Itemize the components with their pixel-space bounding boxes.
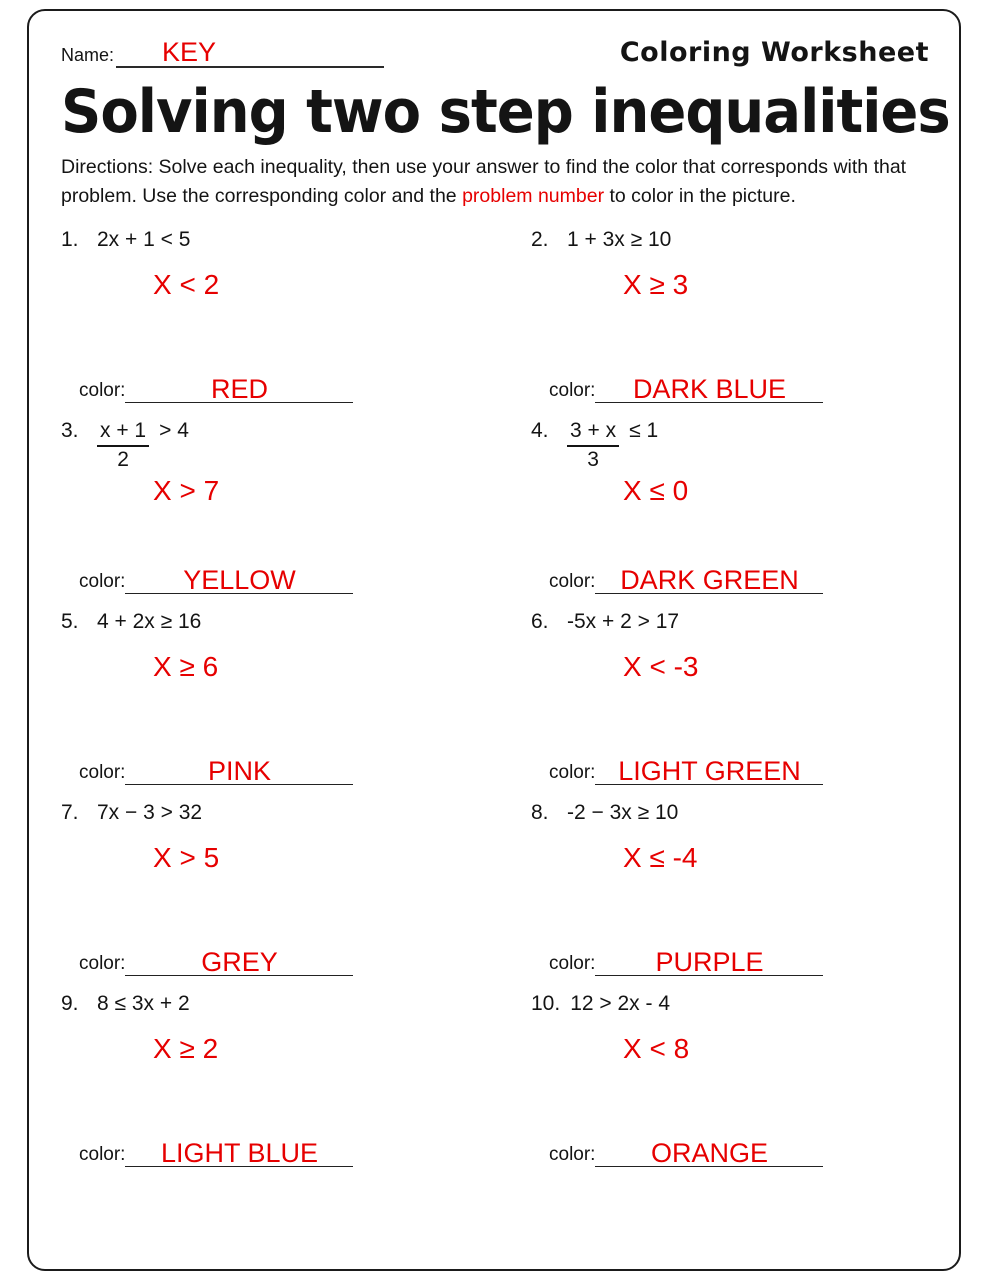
color-label: color:	[549, 379, 596, 401]
problem-10	[531, 992, 933, 1183]
problem-number: 10.	[531, 991, 561, 1015]
color-blank-line	[125, 753, 353, 785]
color-label: color:	[549, 1143, 596, 1165]
problem-expression: 4 + 2x ≥ 16	[97, 609, 202, 633]
directions-text	[61, 153, 933, 212]
color-label: color:	[79, 761, 126, 783]
name-blank-line	[116, 38, 384, 68]
problem-8	[531, 801, 933, 992]
problem-number: 1.	[61, 227, 79, 251]
color-label: color:	[79, 952, 126, 974]
color-blank-line	[125, 562, 353, 594]
problem-statement	[61, 992, 531, 1016]
problem-9	[61, 992, 531, 1183]
fraction-numerator: 3 + x	[567, 419, 619, 447]
color-row	[531, 371, 933, 403]
problem-expression: -5x + 2 > 17	[567, 609, 680, 633]
problem-statement	[531, 228, 933, 252]
color-blank-line	[595, 562, 823, 594]
answer-text: X > 5	[153, 841, 220, 873]
color-answer: RED	[210, 373, 268, 404]
name-area	[61, 38, 384, 68]
color-row	[61, 562, 531, 594]
answer-text: X ≤ -4	[623, 841, 698, 873]
problem-3	[61, 419, 531, 610]
problem-4	[531, 419, 933, 610]
directions-highlight: problem number	[462, 185, 605, 208]
problem-statement	[61, 801, 531, 825]
color-blank-line	[595, 371, 823, 403]
color-blank-line	[125, 944, 353, 976]
color-answer: GREY	[201, 946, 278, 977]
color-label: color:	[549, 570, 596, 592]
color-blank-line	[125, 371, 353, 403]
problem-expression: 12 > 2x - 4	[570, 991, 671, 1015]
color-blank-line	[595, 1135, 823, 1167]
problem-number: 2.	[531, 227, 549, 251]
problem-number: 9.	[61, 991, 79, 1015]
page-title: Solving two step inequalities	[61, 78, 950, 147]
color-answer: DARK GREEN	[620, 564, 799, 595]
color-row	[531, 753, 933, 785]
color-answer: LIGHT GREEN	[618, 755, 801, 786]
problem-1	[61, 228, 531, 419]
answer-text: X < 2	[153, 268, 220, 300]
problem-number: 5.	[61, 609, 79, 633]
problem-statement	[531, 992, 933, 1016]
color-row	[531, 562, 933, 594]
problem-expression: ≤ 1	[629, 418, 659, 442]
problem-expression: 2x + 1 < 5	[97, 227, 191, 251]
color-row	[61, 753, 531, 785]
problems-grid	[61, 228, 933, 1183]
name-value: KEY	[162, 36, 217, 67]
directions-pre: Directions: Solve each inequality, then use your answer to find the color that corresponds with that problem. Use the corresponding color and the	[61, 156, 907, 208]
fraction	[97, 419, 149, 472]
color-answer: YELLOW	[183, 564, 296, 595]
problem-statement	[61, 610, 531, 634]
problem-expression: 8 ≤ 3x + 2	[97, 991, 190, 1015]
color-label: color:	[79, 379, 126, 401]
color-row	[531, 944, 933, 976]
color-answer: DARK BLUE	[632, 373, 786, 404]
problem-statement	[531, 610, 933, 634]
color-label: color:	[79, 570, 126, 592]
problem-expression: 7x − 3 > 32	[97, 800, 203, 824]
color-label: color:	[549, 952, 596, 974]
answer-text: X > 7	[153, 474, 220, 506]
color-label: color:	[549, 761, 596, 783]
problem-number: 8.	[531, 800, 549, 824]
problem-statement	[531, 801, 933, 825]
color-label: color:	[79, 1143, 126, 1165]
problem-statement	[61, 419, 531, 472]
color-answer: LIGHT BLUE	[160, 1137, 318, 1168]
answer-text: X < -3	[623, 650, 699, 682]
problem-number: 6.	[531, 609, 549, 633]
problem-statement	[531, 419, 933, 472]
fraction-denominator: 2	[117, 447, 129, 471]
color-row	[61, 944, 531, 976]
color-answer: ORANGE	[650, 1137, 768, 1168]
color-blank-line	[125, 1135, 353, 1167]
problem-5	[61, 610, 531, 801]
color-blank-line	[595, 753, 823, 785]
color-row	[531, 1135, 933, 1167]
answer-text: X ≥ 6	[153, 650, 219, 682]
header-row	[61, 37, 933, 68]
problem-2	[531, 228, 933, 419]
color-answer: PINK	[207, 755, 271, 786]
problem-expression: 1 + 3x ≥ 10	[567, 227, 672, 251]
name-label: Name:	[61, 45, 115, 65]
fraction	[567, 419, 619, 472]
answer-text: X ≥ 2	[153, 1032, 219, 1064]
color-row	[61, 371, 531, 403]
answer-text: X ≤ 0	[623, 474, 689, 506]
problem-number: 7.	[61, 800, 79, 824]
worksheet-type-label: Coloring Worksheet	[619, 37, 929, 68]
color-row	[61, 1135, 531, 1167]
problem-6	[531, 610, 933, 801]
fraction-denominator: 3	[587, 447, 599, 471]
problem-statement	[61, 228, 531, 252]
directions-post: to color in the picture.	[604, 185, 796, 208]
worksheet-page	[27, 9, 961, 1271]
color-blank-line	[595, 944, 823, 976]
answer-text: X < 8	[623, 1032, 690, 1064]
problem-number: 3.	[61, 418, 79, 442]
color-answer: PURPLE	[655, 946, 764, 977]
fraction-numerator: x + 1	[97, 419, 149, 447]
problem-expression: -2 − 3x ≥ 10	[567, 800, 679, 824]
problem-number: 4.	[531, 418, 549, 442]
problem-7	[61, 801, 531, 992]
answer-text: X ≥ 3	[623, 268, 689, 300]
problem-expression: > 4	[159, 418, 189, 442]
